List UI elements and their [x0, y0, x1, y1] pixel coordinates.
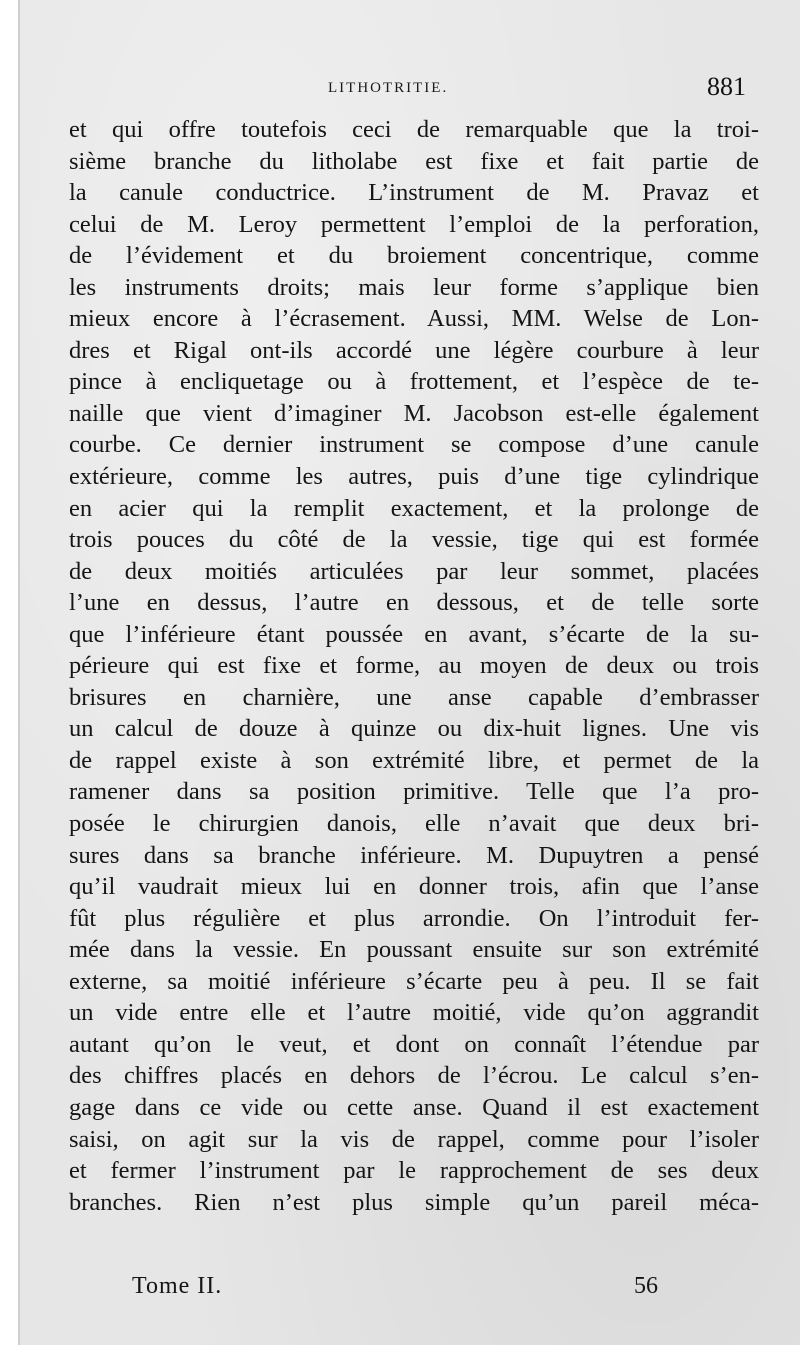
book-page — [18, 0, 800, 1345]
text-line: des chiffres placés en dehors de l’écrou. Le calcul s’en- — [69, 1062, 759, 1090]
running-head: LITHOTRITIE. — [328, 80, 449, 96]
text-line: en acier qui la remplit exactement, et la prolonge de — [69, 494, 759, 522]
text-line: autant qu’on le veut, et dont on connaît l’étendue par — [69, 1030, 759, 1058]
text-line: de rappel existe à son extrémité libre, et permet de la — [69, 746, 759, 774]
text-line: branches. Rien n’est plus simple qu’un pareil méca- — [69, 1188, 759, 1216]
text-line: trois pouces du côté de la vessie, tige qui est formée — [69, 526, 759, 554]
text-line: qu’il vaudrait mieux lui en donner trois, afin que l’anse — [69, 873, 759, 901]
text-line: gage dans ce vide ou cette anse. Quand il est exactement — [69, 1093, 759, 1121]
text-line: sième branche du litholabe est fixe et fait partie de — [69, 147, 759, 175]
text-line: sures dans sa branche inférieure. M. Dupuytren a pensé — [69, 841, 759, 869]
text-line: un vide entre elle et l’autre moitié, vide qu’on aggrandit — [69, 999, 759, 1027]
volume-signature: Tome II. — [132, 1273, 223, 1299]
text-line: un calcul de douze à quinze ou dix-huit lignes. Une vis — [69, 715, 759, 743]
text-line: saisi, on agit sur la vis de rappel, comme pour l’isoler — [69, 1125, 759, 1153]
text-line: celui de M. Leroy permettent l’emploi de la perforation, — [69, 210, 759, 238]
text-line: de deux moitiés articulées par leur sommet, placées — [69, 557, 759, 585]
text-line: la canule conductrice. L’instrument de M. Pravaz et — [69, 179, 759, 207]
text-line: brisures en charnière, une anse capable d’embrasser — [69, 683, 759, 711]
body-text — [69, 114, 759, 1218]
text-line: et fermer l’instrument par le rapprochement de ses deux — [69, 1157, 759, 1185]
text-line: que l’inférieure étant poussée en avant, s’écarte de la su- — [69, 620, 759, 648]
text-line: périeure qui est fixe et forme, au moyen de deux ou trois — [69, 652, 759, 680]
sheet-number: 56 — [634, 1273, 658, 1299]
text-line: mieux encore à l’écrasement. Aussi, MM. Welse de Lon- — [69, 305, 759, 333]
text-line: de l’évidement et du broiement concentrique, comme — [69, 242, 759, 270]
text-line: courbe. Ce dernier instrument se compose d’une canule — [69, 431, 759, 459]
text-line: mée dans la vessie. En poussant ensuite sur son extrémité — [69, 936, 759, 964]
text-line: externe, sa moitié inférieure s’écarte peu à peu. Il se fait — [69, 967, 759, 995]
text-line: et qui offre toutefois ceci de remarquable que la troi- — [69, 116, 759, 143]
text-line: les instruments droits; mais leur forme s’applique bien — [69, 273, 759, 301]
page-number: 881 — [707, 72, 746, 101]
text-line: l’une en dessus, l’autre en dessous, et de telle sorte — [69, 589, 759, 617]
text-line: pince à encliquetage ou à frottement, et l’espèce de te- — [69, 368, 759, 396]
text-line: fût plus régulière et plus arrondie. On l’introduit fer- — [69, 904, 759, 932]
page-header — [20, 74, 800, 104]
text-line: extérieure, comme les autres, puis d’une tige cylindrique — [69, 463, 759, 491]
page-footer — [20, 1273, 800, 1309]
text-line: dres et Rigal ont-ils accordé une légère courbure à leur — [69, 336, 759, 364]
text-line: posée le chirurgien danois, elle n’avait que deux bri- — [69, 810, 759, 838]
text-line: ramener dans sa position primitive. Telle que l’a pro- — [69, 778, 759, 806]
text-line: naille que vient d’imaginer M. Jacobson est-elle également — [69, 399, 759, 427]
